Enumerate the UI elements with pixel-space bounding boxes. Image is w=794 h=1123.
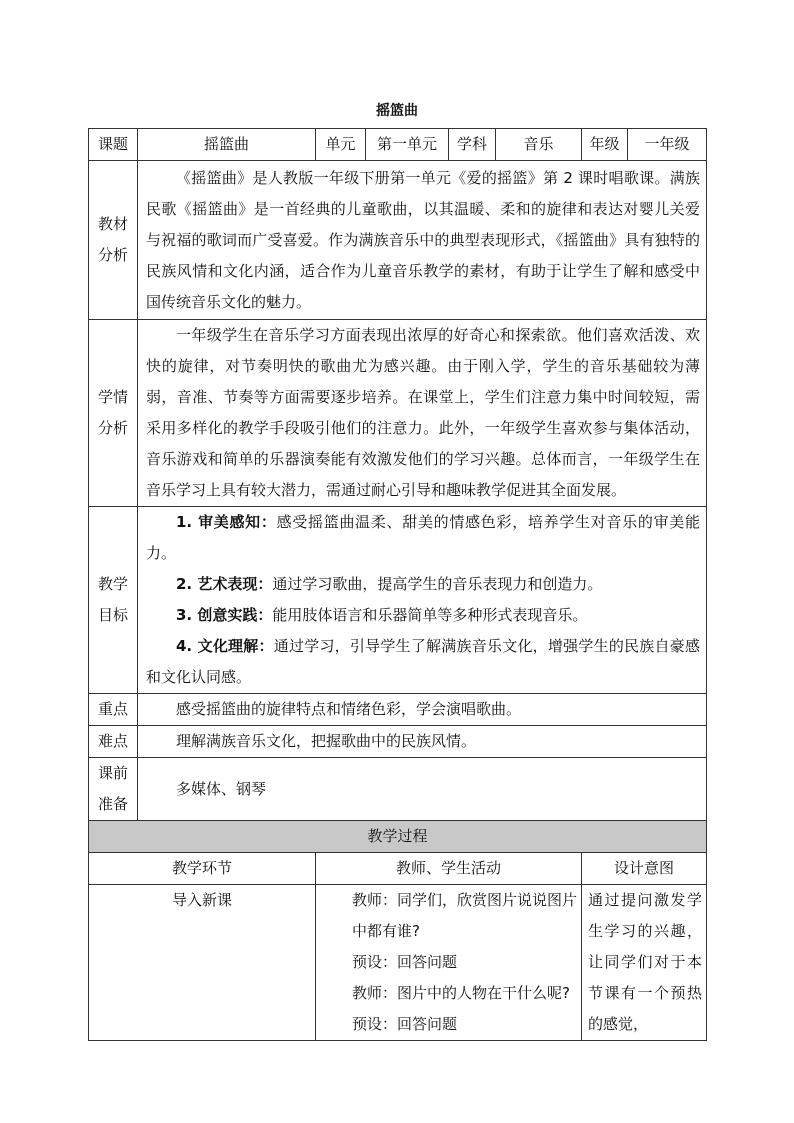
goals-row xyxy=(89,507,707,694)
goal-item: 1. 审美感知：感受摇篮曲温柔、甜美的情感色彩，培养学生对音乐的审美能力。 xyxy=(146,513,700,562)
process-col-activity: 教师、学生活动 xyxy=(316,853,582,885)
process-stage: 导入新课 xyxy=(89,885,316,1041)
prep-label: 课前 准备 xyxy=(89,758,138,821)
process-row xyxy=(89,885,707,1041)
unit-value: 第一单元 xyxy=(366,129,449,161)
prep-text: 多媒体、钢琴 xyxy=(138,758,707,821)
activity-line: 教师：图片中的人物在干什么呢? xyxy=(352,984,570,1002)
activity-line: 预设：回答问题 xyxy=(352,1015,458,1033)
material-row xyxy=(89,161,707,320)
process-activities xyxy=(316,885,582,1041)
activity-line: 教师：同学们，欣赏图片说说图片中都有谁? xyxy=(352,891,578,940)
difficulty-text: 理解满族音乐文化，把握歌曲中的民族风情。 xyxy=(138,726,707,758)
goal-item: 2. 艺术表现：通过学习歌曲，提高学生的音乐表现力和创造力。 xyxy=(176,575,603,593)
subject-label: 学科 xyxy=(449,129,496,161)
process-col-intent: 设计意图 xyxy=(582,853,707,885)
difficulty-row xyxy=(89,726,707,758)
document-title: 摇篮曲 xyxy=(376,103,418,119)
process-col-stage: 教学环节 xyxy=(89,853,316,885)
material-analysis: 《摇篮曲》是人教版一年级下册第一单元《爱的摇篮》第 2 课时唱歌课。满族民歌《摇篮曲》是一首经典的儿童歌曲，以其温暖、柔和的旋律和表达对婴儿关爱与祝福的歌词而广受喜爱。作为满族音乐中的典型表现形式，《摇篮曲》具有独特的民族风情和文化内涵，适合作为儿童音乐教学的素材，有助于让学生了解和感受中国传统音乐文化的魅力。 xyxy=(138,161,707,320)
key-point-text: 感受摇篮曲的旋律特点和情绪色彩，学会演唱歌曲。 xyxy=(138,694,707,726)
key-point-row xyxy=(89,694,707,726)
goal-item: 4. 文化理解：通过学习，引导学生了解满族音乐文化，增强学生的民族自豪感和文化认同感。 xyxy=(146,637,700,686)
info-row xyxy=(89,129,707,161)
grade-label: 年级 xyxy=(582,129,628,161)
grade-value: 一年级 xyxy=(628,129,707,161)
prep-row xyxy=(89,758,707,821)
teaching-goals xyxy=(138,507,707,694)
subject-value: 音乐 xyxy=(496,129,582,161)
activity-line: 预设：回答问题 xyxy=(352,953,458,971)
student-row xyxy=(89,320,707,507)
key-point-label: 重点 xyxy=(89,694,138,726)
student-analysis: 一年级学生在音乐学习方面表现出浓厚的好奇心和探索欲。他们喜欢活泼、欢快的旋律，对节奏明快的歌曲尤为感兴趣。由于刚入学，学生的音乐基础较为薄弱，音准、节奏等方面需要逐步培养。在课堂上，学生们注意力集中时间较短，需采用多样化的教学手段吸引他们的注意力。此外，一年级学生喜欢参与集体活动，音乐游戏和简单的乐器演奏能有效激发他们的学习兴趣。总体而言，一年级学生在音乐学习上具有较大潜力，需通过耐心引导和趣味教学促进其全面发展。 xyxy=(138,320,707,507)
unit-label: 单元 xyxy=(316,129,366,161)
process-header: 教学过程 xyxy=(89,821,707,853)
material-label: 教材 分析 xyxy=(89,161,138,320)
topic-label: 课题 xyxy=(89,129,138,161)
topic-value: 摇篮曲 xyxy=(138,129,316,161)
student-label: 学情 分析 xyxy=(89,320,138,507)
lesson-plan-table xyxy=(88,128,707,1041)
process-intent: 通过提问激发学生学习的兴趣，让同学们对于本节课有一个预热的感觉， xyxy=(582,885,707,1041)
difficulty-label: 难点 xyxy=(89,726,138,758)
process-header-row xyxy=(89,821,707,853)
process-columns-row xyxy=(89,853,707,885)
goal-item: 3. 创意实践：能用肢体语言和乐器简单等多种形式表现音乐。 xyxy=(176,606,588,624)
goals-label: 教学 目标 xyxy=(89,507,138,694)
